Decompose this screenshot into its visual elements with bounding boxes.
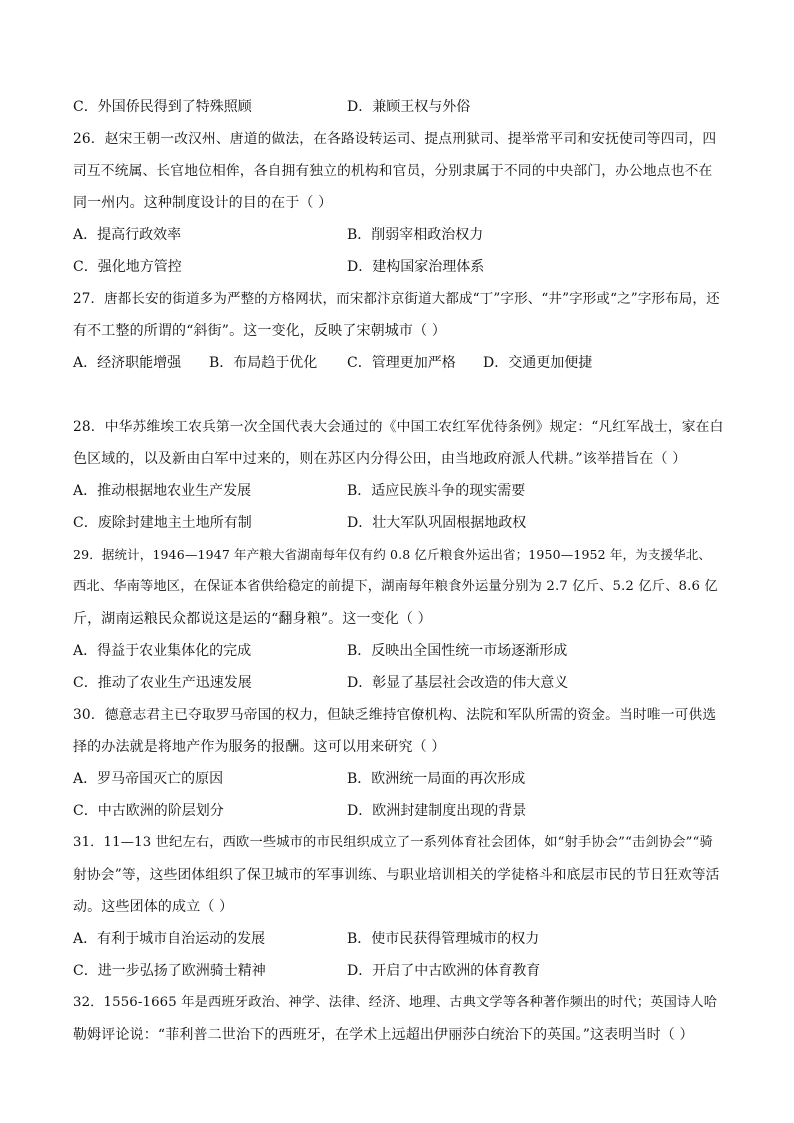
option-d: D．兼顾王权与外俗 <box>347 99 471 115</box>
question-29-line-3: 斤，湖南运粮民众都说这是运的“翻身粮”。这一变化（ ） <box>73 611 432 627</box>
question-29-options-ab <box>73 640 723 662</box>
option-a: A．有利于城市自治运动的发展 <box>73 931 266 947</box>
option-c: C．强化地方管控 <box>73 259 182 275</box>
question-29-line-1: 29．据统计，1946—1947 年产粮大省湖南每年仅有约 0.8 亿斤粮食外运出省；1950—1952 年，为支援华北、 <box>73 547 712 562</box>
question-30-options-ab <box>73 768 723 790</box>
option-c: C．废除封建地主土地所有制 <box>73 515 252 531</box>
question-28-line-1: 28．中华苏维埃工农兵第一次全国代表大会通过的《中国工农红军优待条例》规定：“凡红军战士，家在白 <box>73 419 724 435</box>
question-26-line-3: 同一州内。这种制度设计的目的在于（ ） <box>73 195 333 211</box>
option-b: B．反映出全国性统一市场逐渐形成 <box>347 643 568 659</box>
question-30-line-2: 择的办法就是将地产作为服务的报酬。这可以用来研究（ ） <box>73 739 446 755</box>
option-d: D．欧洲封建制度出现的背景 <box>347 803 527 819</box>
option-a: A．经济职能增强 <box>73 355 182 371</box>
question-32-line-1: 32．1556-1665 年是西班牙政治、神学、法律、经济、地理、古典文学等各种著作频出的时代；英国诗人哈 <box>73 995 718 1010</box>
question-28-options-cd <box>73 512 723 534</box>
option-d: D．彰显了基层社会改造的伟大意义 <box>347 675 569 691</box>
question-26-options-ab <box>73 224 723 246</box>
option-d: D．壮大军队巩固根据地政权 <box>347 515 527 531</box>
option-c: C．管理更加严格 <box>347 355 456 371</box>
question-27-line-1: 27．唐都长安的街道多为严整的方格网状，而宋都汴京街道大都成“丁”字形、“井”字形或“之”字形布局，还 <box>73 291 720 307</box>
option-a: A．得益于农业集体化的完成 <box>73 643 252 659</box>
question-26-options-cd <box>73 256 723 278</box>
question-28-options-ab <box>73 480 723 502</box>
question-30-line-1: 30．德意志君主已夺取罗马帝国的权力，但缺乏维持官僚机构、法院和军队所需的资金。当时唯一可供选 <box>73 707 717 723</box>
option-a: A．罗马帝国灭亡的原因 <box>73 771 224 787</box>
option-b: B．使市民获得管理城市的权力 <box>347 931 540 947</box>
question-31-options-ab <box>73 928 723 950</box>
question-29-options-cd <box>73 672 723 694</box>
option-c: C．进一步弘扬了欧洲骑士精神 <box>73 963 266 979</box>
question-32-line-2: 勒姆评论说：“菲利普二世治下的西班牙，在学术上远超出伊丽莎白统治下的英国。”这表明当时（ ） <box>73 1027 694 1043</box>
question-26-line-2: 司互不统属、长官地位相侔，各自拥有独立的机构和官员，分别隶属于不同的中央部门，办公地点也不在 <box>73 163 713 179</box>
option-c: C．外国侨民得到了特殊照顾 <box>73 99 252 115</box>
option-b: B．削弱宰相政治权力 <box>347 227 484 243</box>
question-28-line-2: 色区域的，以及新由白军中过来的，则在苏区内分得公田，由当地政府派人代耕。”该举措旨在（ ） <box>73 451 687 467</box>
question-31-line-2: 射协会”等，这些团体组织了保卫城市的军事训练、与职业培训相关的学徒格斗和底层市民的节日狂欢等活 <box>73 867 720 883</box>
question-27-line-2: 有不工整的所谓的“斜街”。这一变化，反映了宋朝城市（ ） <box>73 323 446 339</box>
option-d: D．建构国家治理体系 <box>347 259 485 275</box>
question-31-line-3: 动。这些团体的成立（ ） <box>73 899 234 915</box>
option-a: A．提高行政效率 <box>73 227 182 243</box>
question-27-options <box>73 352 723 374</box>
question-26-line-1: 26．赵宋王朝一改汉州、唐道的做法，在各路设转运司、提点刑狱司、提举常平司和安抚使司等四司，四 <box>73 131 717 147</box>
option-a: A．推动根据地农业生产发展 <box>73 483 252 499</box>
option-d: D．开启了中古欧洲的体育教育 <box>347 963 541 979</box>
option-d: D．交通更加便捷 <box>483 355 593 371</box>
option-b: B．欧洲统一局面的再次形成 <box>347 771 526 787</box>
question-29-line-2: 西北、华南等地区，在保证本省供给稳定的前提下，湖南每年粮食外运量分别为 2.7 亿斤、5.2 亿斤、8.6 亿 <box>73 579 718 594</box>
option-b: B．布局趋于优化 <box>209 355 318 371</box>
question-31-line-1: 31．11—13 世纪左右，西欧一些城市的市民组织成立了一系列体育社会团体，如“射手协会”“击剑协会”“骑 <box>73 835 713 850</box>
option-c: C．中古欧洲的阶层划分 <box>73 803 224 819</box>
option-c: C．推动了农业生产迅速发展 <box>73 675 252 691</box>
question-30-options-cd <box>73 800 723 822</box>
question-31-options-cd <box>73 960 723 982</box>
prev-option-row <box>73 96 723 118</box>
option-b: B．适应民族斗争的现实需要 <box>347 483 526 499</box>
